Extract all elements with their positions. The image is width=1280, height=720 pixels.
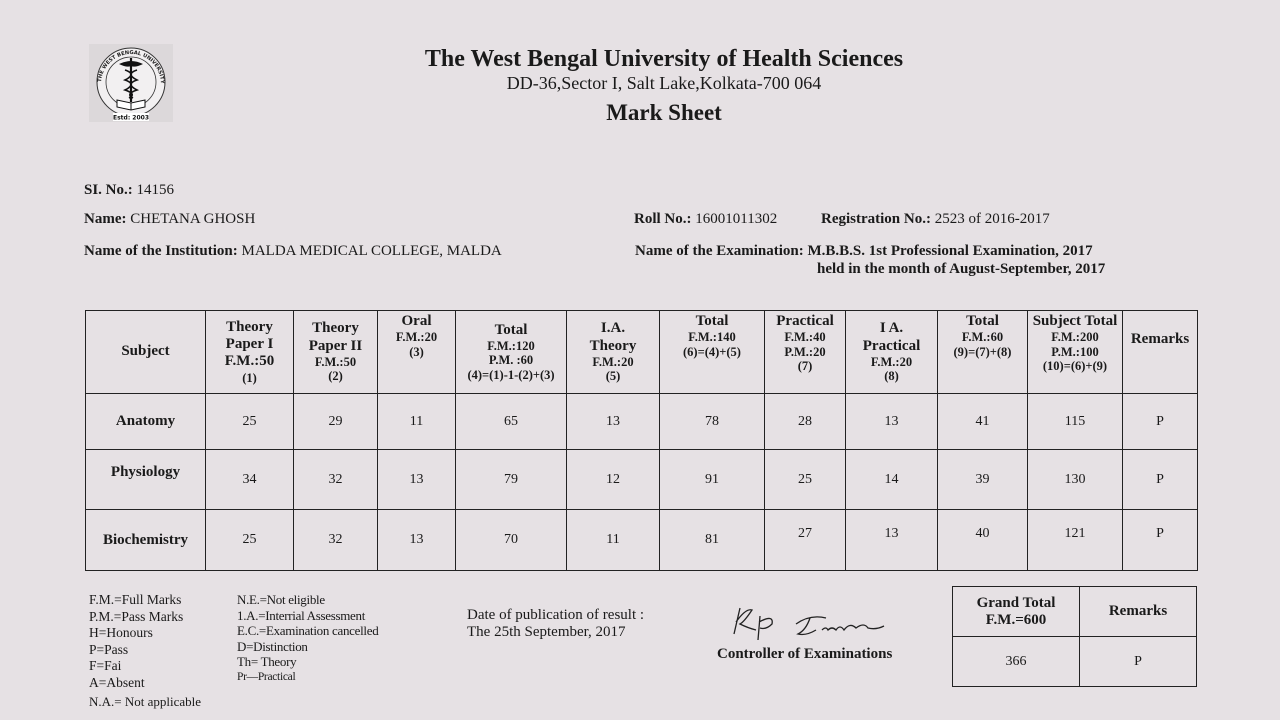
mark-cell: 41 xyxy=(938,394,1028,450)
remarks-cell: P xyxy=(1123,510,1198,571)
table-row xyxy=(86,450,1198,510)
legend-abbreviations xyxy=(89,592,183,691)
header-subject-total: Subject Total F.M.:200 P.M.:100 (10)=(6)+(9) xyxy=(1028,311,1123,394)
svg-text:Estd: 2003: Estd: 2003 xyxy=(112,114,150,122)
mark-cell: 70 xyxy=(456,510,567,571)
roll-number-value: 16001011302 xyxy=(695,211,778,227)
remarks-cell: P xyxy=(1123,394,1198,450)
publication-label: Date of publication of result : xyxy=(467,607,645,623)
header-subject: Subject xyxy=(86,311,206,394)
grand-total-value: 366 xyxy=(953,637,1080,687)
publication-date xyxy=(467,607,644,641)
student-name xyxy=(84,211,255,228)
header-oral: Oral F.M.:20 (3) xyxy=(378,311,456,394)
header-total-140: Total F.M.:140 (6)=(4)+(5) xyxy=(660,311,765,394)
mark-cell: 13 xyxy=(846,510,938,571)
examination-value: M.B.B.S. 1st Professional Examination, 2017 xyxy=(807,243,1093,259)
mark-cell: 13 xyxy=(378,450,456,510)
mark-cell: 91 xyxy=(660,450,765,510)
grand-total-table xyxy=(952,586,1197,687)
institution-value: MALDA MEDICAL COLLEGE, MALDA xyxy=(241,243,502,259)
mark-cell: 115 xyxy=(1028,394,1123,450)
examination-label: Name of the Examination: xyxy=(635,243,804,259)
institution xyxy=(84,243,502,260)
university-name: The West Bengal University of Health Sciences xyxy=(424,46,904,72)
mark-cell: 29 xyxy=(294,394,378,450)
registration-number-value: 2523 of 2016-2017 xyxy=(934,211,1050,227)
legend-item: P=Pass xyxy=(89,641,129,657)
mark-cell: 79 xyxy=(456,450,567,510)
legend-item: F=Fai xyxy=(89,658,122,673)
mark-cell: 13 xyxy=(846,394,938,450)
mark-cell: 28 xyxy=(765,394,846,450)
mark-cell: 32 xyxy=(294,510,378,571)
legend-item: D=Distinction xyxy=(237,638,308,654)
subject-cell: Anatomy xyxy=(86,394,206,450)
mark-cell: 11 xyxy=(378,394,456,450)
mark-cell: 25 xyxy=(206,510,294,571)
registration-number-label: Registration No.: xyxy=(821,211,931,227)
mark-cell: 65 xyxy=(456,394,567,450)
subject-cell: Biochemistry xyxy=(86,510,206,571)
student-name-value: CHETANA GHOSH xyxy=(130,211,256,227)
legend-item: H=Honours xyxy=(89,625,153,640)
examination xyxy=(635,243,1093,260)
mark-cell: 25 xyxy=(206,394,294,450)
svg-text:THE WEST BENGAL UNIVERSITY OF: THE WEST BENGAL UNIVERSITY xyxy=(97,49,166,84)
serial-number-label: SI. No.: xyxy=(84,182,133,198)
controller-signature xyxy=(726,600,886,642)
serial-number xyxy=(84,182,174,199)
grand-total-header-row xyxy=(953,587,1197,637)
mark-cell: 121 xyxy=(1028,510,1123,571)
header-theory-paper-1: Theory Paper I F.M.:50 (1) xyxy=(206,311,294,394)
grand-total-remarks-value: P xyxy=(1080,637,1197,687)
student-name-label: Name: xyxy=(84,211,127,227)
legend-item: F.M.=Full Marks xyxy=(89,592,182,607)
publication-value: The 25th September, 2017 xyxy=(467,624,626,640)
subject-cell: Physiology xyxy=(86,450,206,510)
examination-held: held in the month of August-September, 2017 xyxy=(817,261,1106,277)
mark-cell: 39 xyxy=(938,450,1028,510)
legend-item: P.M.=Pass Marks xyxy=(89,608,184,624)
mark-cell: 14 xyxy=(846,450,938,510)
legend-item: Th= Theory xyxy=(237,654,297,669)
mark-cell: 78 xyxy=(660,394,765,450)
document-title: Mark Sheet xyxy=(606,100,722,125)
header-theory-paper-2: Theory Paper II F.M.:50 (2) xyxy=(294,311,378,394)
grand-total-header: Grand Total F.M.=600 xyxy=(953,587,1080,637)
table-row xyxy=(86,510,1198,571)
marks-table-header-row xyxy=(86,311,1198,394)
header-theory-total: Total F.M.:120 P.M. :60 (4)=(1)-1-(2)+(3) xyxy=(456,311,567,394)
mark-cell: 25 xyxy=(765,450,846,510)
table-row xyxy=(86,394,1198,450)
legend-item: N.E.=Not eligible xyxy=(237,592,325,607)
header-practical: Practical F.M.:40 P.M.:20 (7) xyxy=(765,311,846,394)
mark-cell: 13 xyxy=(378,510,456,571)
mark-cell: 27 xyxy=(765,510,846,571)
legend-not-applicable: N.A.= Not applicable xyxy=(89,694,202,709)
mark-cell: 34 xyxy=(206,450,294,510)
serial-number-value: 14156 xyxy=(136,182,175,198)
legend-item: E.C.=Examination cancelled xyxy=(237,623,379,638)
remarks-cell: P xyxy=(1123,450,1198,510)
roll-number xyxy=(634,211,777,228)
mark-cell: 32 xyxy=(294,450,378,510)
legend-abbreviations-2 xyxy=(237,592,378,685)
institution-label: Name of the Institution: xyxy=(84,243,238,259)
header-total-60: Total F.M.:60 (9)=(7)+(8) xyxy=(938,311,1028,394)
legend-item: 1.A.=Interrial Assessment xyxy=(237,607,366,623)
header-remarks: Remarks xyxy=(1123,311,1198,394)
mark-cell: 40 xyxy=(938,510,1028,571)
roll-number-label: Roll No.: xyxy=(634,211,692,227)
legend-item: A=Absent xyxy=(89,674,145,690)
legend-item: Pr—Practical xyxy=(237,670,296,683)
header-ia-practical: I A. Practical F.M.:20 (8) xyxy=(846,311,938,394)
grand-total-value-row xyxy=(953,637,1197,687)
controller-title: Controller of Examinations xyxy=(717,646,893,662)
mark-cell: 130 xyxy=(1028,450,1123,510)
header-ia-theory: I.A. Theory F.M.:20 (5) xyxy=(567,311,660,394)
mark-cell: 11 xyxy=(567,510,660,571)
registration-number xyxy=(821,211,1050,228)
marks-table xyxy=(85,310,1198,571)
mark-cell: 12 xyxy=(567,450,660,510)
mark-cell: 13 xyxy=(567,394,660,450)
mark-cell: 81 xyxy=(660,510,765,571)
grand-total-remarks-header: Remarks xyxy=(1080,587,1197,637)
university-address: DD-36,Sector I, Salt Lake,Kolkata-700 064 xyxy=(506,73,822,93)
